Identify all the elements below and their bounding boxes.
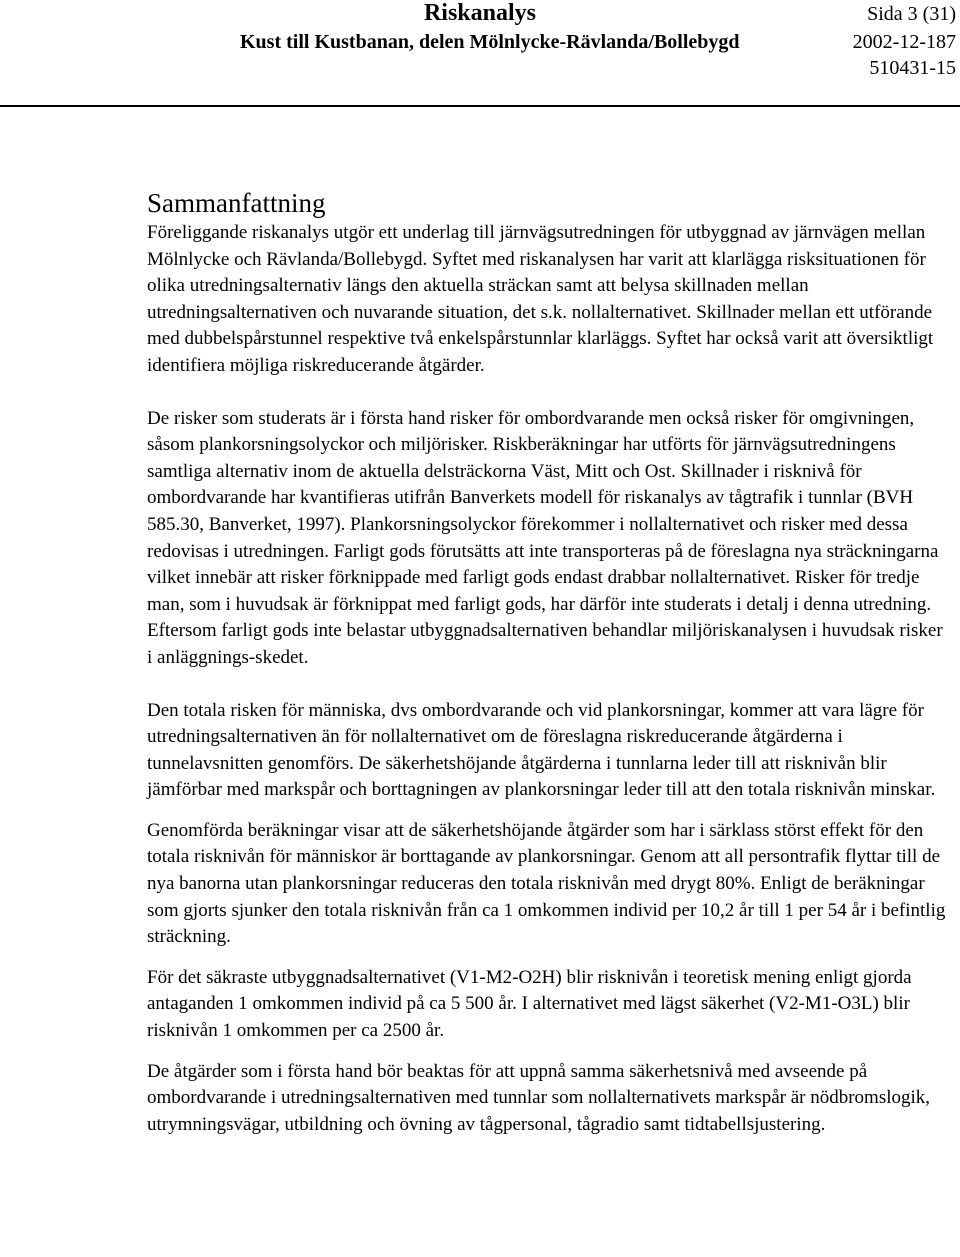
summary-paragraph-risks-studied: De risker som studerats är i första hand risker för ombordvarande men också risker för omgivningen, såsom plankorsningsolyckor och miljörisker. Riskberäkningar har utförts för järnvägsutredningens samtliga alternativ inom de aktuella delsträckorna Väst, Mitt och Ost. Skillnader i risknivå för ombordvarande har kvantifieras utifrån Banverkets modell för riskanalys av tågtrafik i tunnlar (BVH 585.30, Banverket, 1997). Plankorsningsolyckor förekommer i nollalternativet och risker med dessa redovisas i utredningen. Farligt gods förutsätts att inte transporteras på de föreslagna nya sträckningarna vilket innebär att risker förknippade med farligt gods endast drabbar nollalternativet. Risker för tredje man, som i huvudsak är förknippat med farligt gods, har därför inte studerats i detalj i denna utredning. Eftersom farligt gods inte belastar utbyggnadsalternativen behandlar miljöriskanalysen i huvudsak risker i anläggnings-skedet.	[147, 407, 943, 668]
summary-paragraph-purpose: Föreliggande riskanalys utgör ett underlag till järnvägsutredningen för utbyggnad av järnvägen mellan Mölnlycke och Rävlanda/Bollebygd. Syftet med riskanalysen har varit att klarlägga risksituationen för olika utredningsalternativ längs den aktuella sträckan samt att belysa skillnaden mellan utredningsalternativen och nuvarande situation, det s.k. nollalternativet. Skillnader mellan ett utförande med dubbelspårstunnel respektive två enkelspårstunnlar klarläggs. Syftet har också varit att översiktligt identifiera möjliga riskreducerande åtgärder.	[147, 222, 934, 376]
summary-paragraph-safest-alternative: För det säkraste utbyggnadsalternativet (V1-M2-O2H) blir risknivån i teoretisk mening enligt gjorda antaganden 1 omkommen individ på ca 5 500 år. I alternativet med lägst säkerhet (V2-M1-O3L) blir risknivån 1 omkommen per ca 2500 år.	[147, 966, 912, 1042]
document-date: 2002-12-187	[852, 31, 956, 53]
page-number: Sida 3 (31)	[867, 3, 956, 25]
summary-paragraph-measures: De åtgärder som i första hand bör beaktas för att uppnå samma säkerhetsnivå med avseende på ombordvarande i utredningsalternativen med tunnlar som nollalternativets markspår är nödbromslogik, utrymningsvägar, utbildning och övning av tågpersonal, tågradio samt tidtabellsjustering.	[147, 1060, 931, 1135]
header-divider	[0, 105, 960, 107]
summary-paragraph-calculations: Genomförda beräkningar visar att de säkerhetshöjande åtgärder som har i särklass störst effekt för den totala risknivån för människor är borttagande av plankorsningar. Genom att all persontrafik flyttar till de nya banorna utan plankorsningar reduceras den totala risknivån med drygt 80%. Enligt de beräkningar som gjorts sjunker den totala risknivån från ca 1 omkommen individ per 10,2 år till 1 per 54 år i befintlig sträckning.	[147, 819, 946, 948]
summary-paragraph-total-risk: Den totala risken för människa, dvs ombordvarande och vid plankorsningar, kommer att vara lägre för utredningsalternativen än för nollalternativet om de föreslagna riskreducerande åtgärderna i tunnelavsnitten genomförs. De säkerhetshöjande åtgärderna i tunnlarna leder till att risknivån blir jämförbar med markspår och borttagningen av plankorsningar leder till att den totala risknivån minskar.	[147, 699, 936, 801]
document-subtitle: Kust till Kustbanan, delen Mölnlycke-Rävlanda/Bollebygd	[240, 31, 740, 53]
document-title: Riskanalys	[423, 0, 537, 26]
page-header	[0, 0, 960, 106]
document-reference: 510431-15	[869, 57, 956, 79]
summary-section	[147, 186, 947, 1138]
section-heading: Sammanfattning	[147, 188, 326, 218]
